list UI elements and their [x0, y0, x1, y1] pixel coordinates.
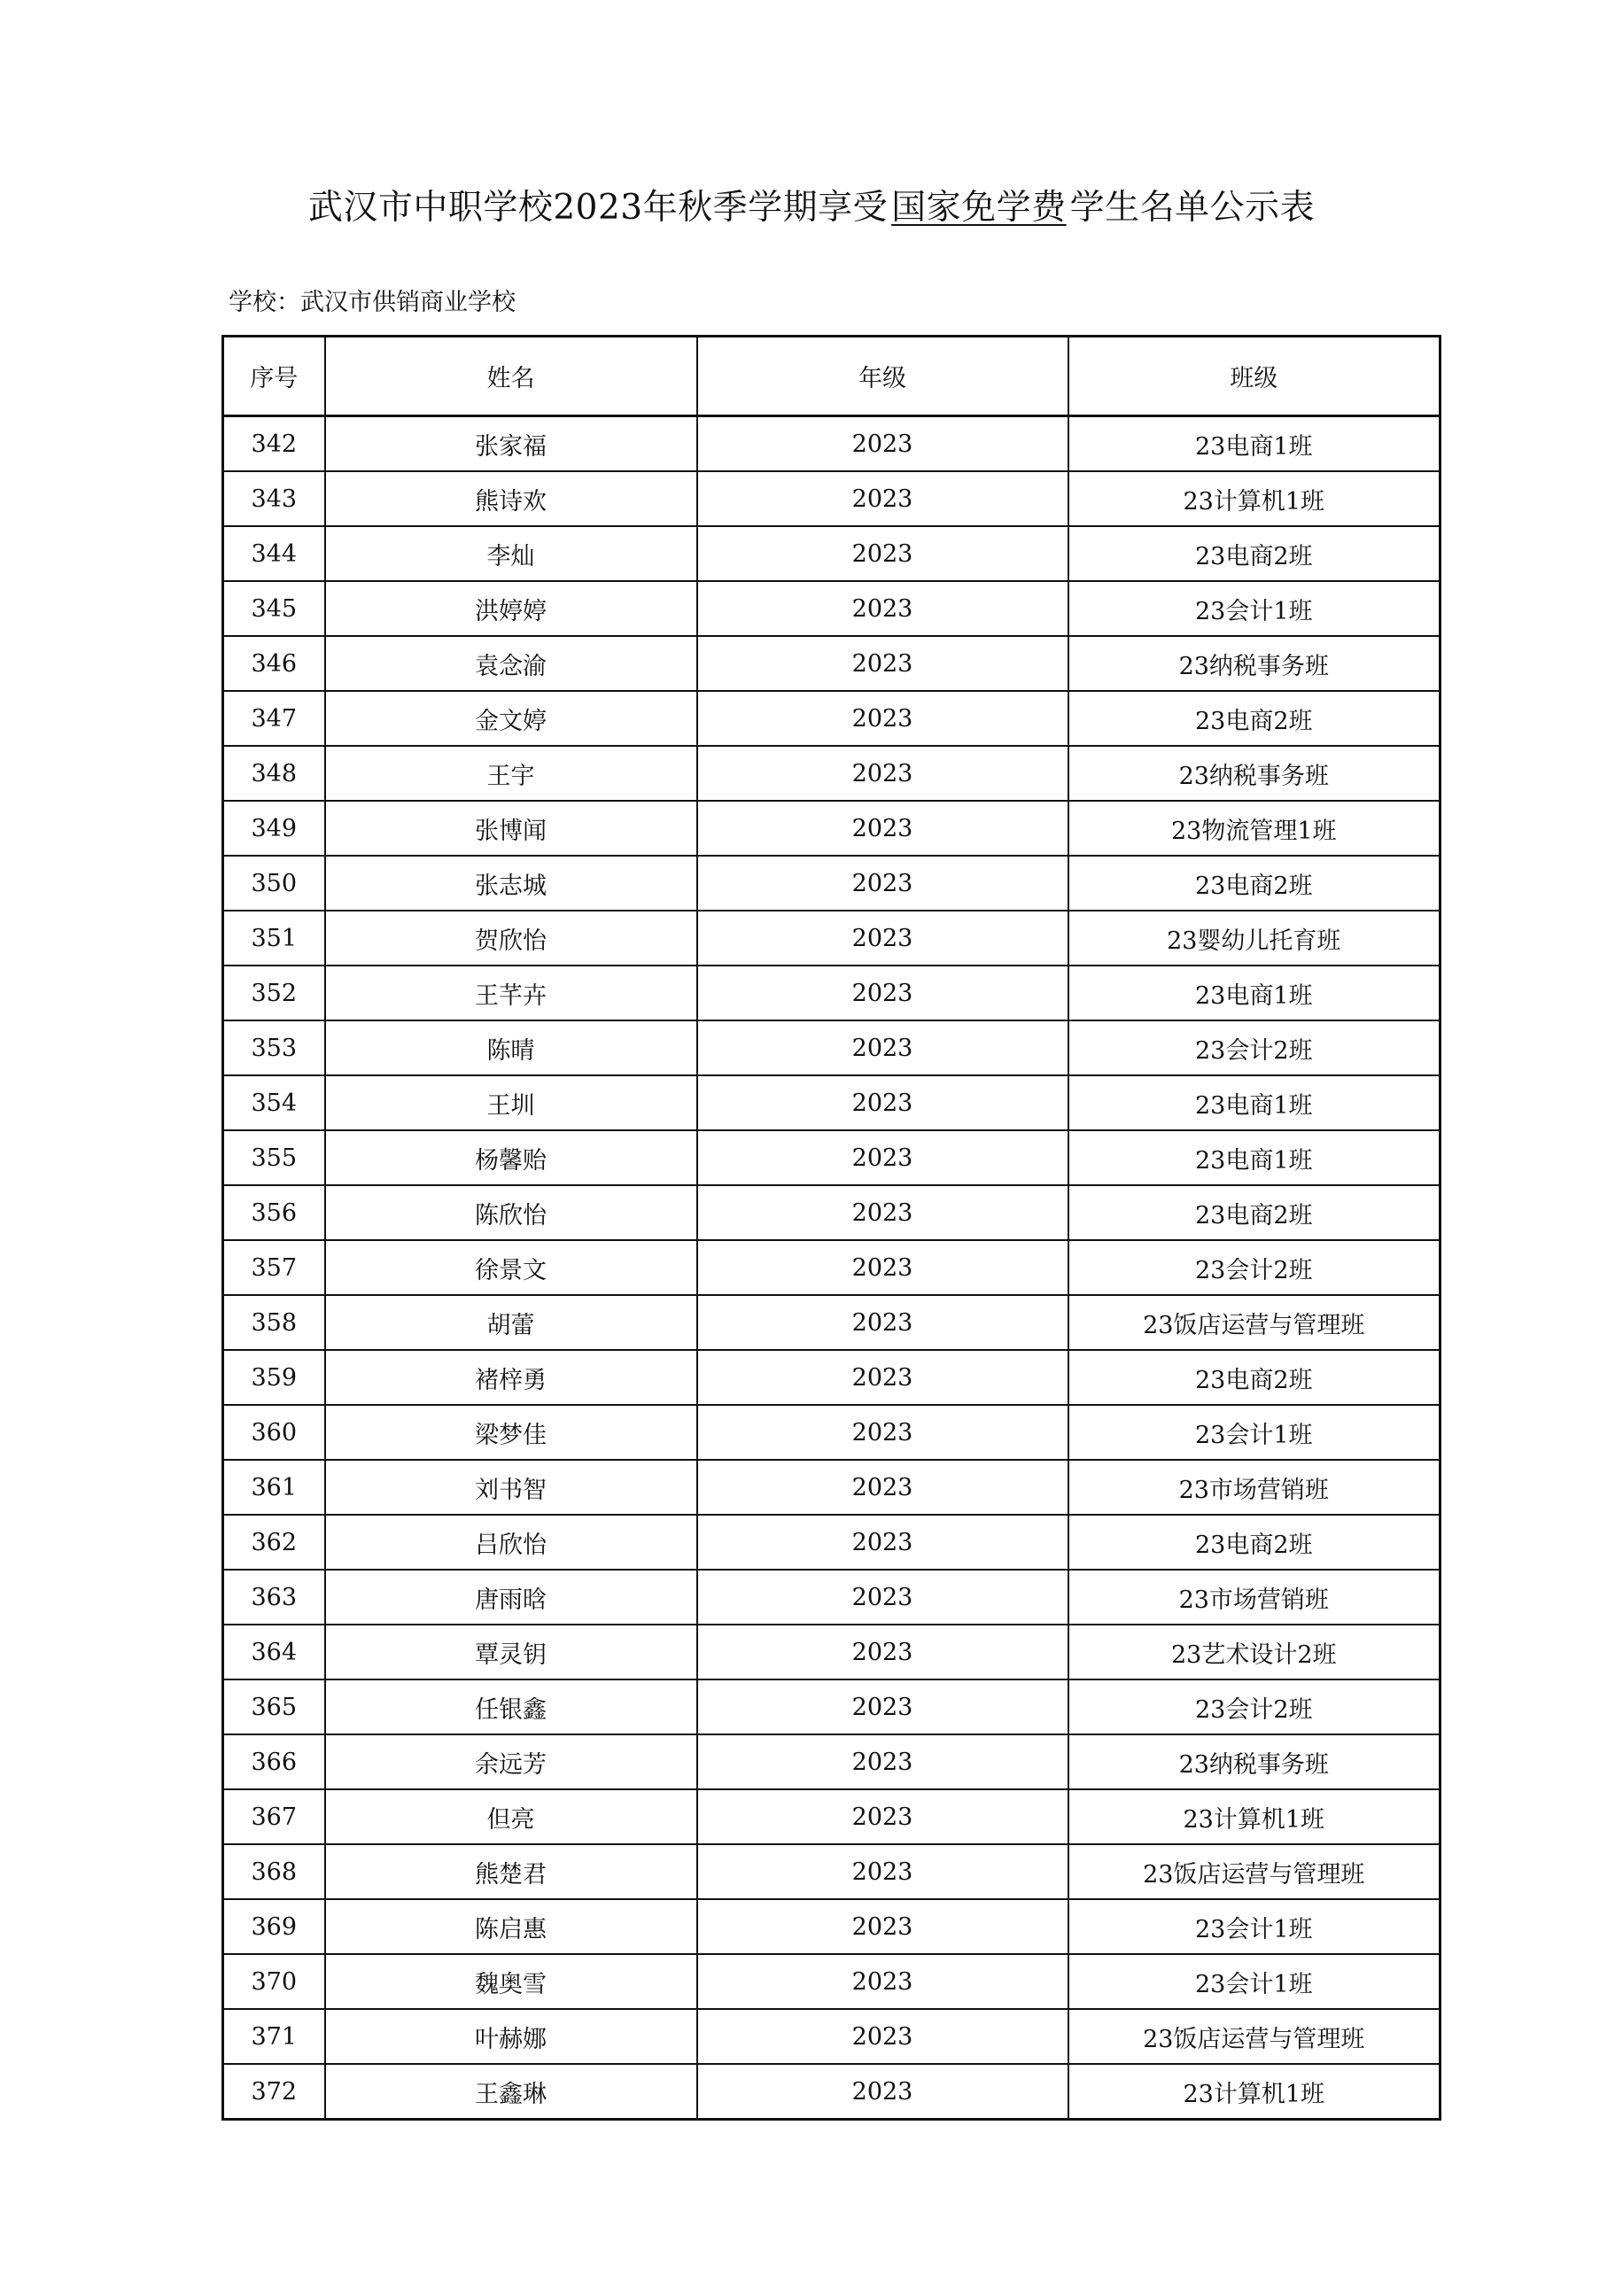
cell-class: 23电商1班: [1068, 416, 1441, 472]
cell-class: 23电商2班: [1068, 1515, 1441, 1570]
header-class: 班级: [1068, 337, 1441, 416]
cell-grade: 2023: [697, 471, 1068, 526]
table-row: [223, 1570, 1441, 1625]
cell-grade: 2023: [697, 1185, 1068, 1240]
cell-seq: 370: [223, 1954, 325, 2009]
cell-seq: 362: [223, 1515, 325, 1570]
table-row: [223, 1515, 1441, 1570]
table-row: [223, 1625, 1441, 1679]
cell-grade: 2023: [697, 1350, 1068, 1405]
table-row: [223, 1185, 1441, 1240]
cell-seq: 353: [223, 1020, 325, 1075]
table-row: [223, 526, 1441, 581]
table-row: [223, 1350, 1441, 1405]
table-row: [223, 801, 1441, 856]
cell-class: 23会计1班: [1068, 1954, 1441, 2009]
table-row: [223, 856, 1441, 911]
cell-name: 陈欣怡: [325, 1185, 697, 1240]
cell-grade: 2023: [697, 1295, 1068, 1350]
cell-seq: 355: [223, 1130, 325, 1185]
cell-grade: 2023: [697, 1460, 1068, 1515]
cell-name: 陈晴: [325, 1020, 697, 1075]
cell-grade: 2023: [697, 636, 1068, 691]
cell-name: 但亮: [325, 1789, 697, 1844]
cell-name: 李灿: [325, 526, 697, 581]
table-row: [223, 1240, 1441, 1295]
cell-seq: 359: [223, 1350, 325, 1405]
cell-seq: 366: [223, 1734, 325, 1789]
cell-grade: 2023: [697, 1625, 1068, 1679]
header-name: 姓名: [325, 337, 697, 416]
cell-name: 张博闻: [325, 801, 697, 856]
cell-grade: 2023: [697, 1130, 1068, 1185]
table-row: [223, 1020, 1441, 1075]
cell-grade: 2023: [697, 416, 1068, 472]
cell-name: 贺欣怡: [325, 911, 697, 966]
cell-seq: 368: [223, 1844, 325, 1899]
cell-name: 覃灵钥: [325, 1625, 697, 1679]
cell-grade: 2023: [697, 1899, 1068, 1954]
cell-name: 杨馨贻: [325, 1130, 697, 1185]
cell-seq: 344: [223, 526, 325, 581]
cell-seq: 349: [223, 801, 325, 856]
table-row: [223, 1789, 1441, 1844]
cell-grade: 2023: [697, 911, 1068, 966]
cell-class: 23饭店运营与管理班: [1068, 1844, 1441, 1899]
table-row: [223, 1295, 1441, 1350]
cell-class: 23市场营销班: [1068, 1570, 1441, 1625]
title-suffix: 学生名单公示表: [1069, 188, 1316, 228]
cell-class: 23婴幼儿托育班: [1068, 911, 1441, 966]
cell-name: 张家福: [325, 416, 697, 472]
table-row: [223, 966, 1441, 1020]
cell-seq: 356: [223, 1185, 325, 1240]
cell-name: 吕欣怡: [325, 1515, 697, 1570]
school-name: 学校：武汉市供销商业学校: [229, 289, 516, 316]
cell-class: 23计算机1班: [1068, 471, 1441, 526]
cell-name: 王芊卉: [325, 966, 697, 1020]
cell-class: 23电商2班: [1068, 1350, 1441, 1405]
table-row: [223, 691, 1441, 746]
cell-class: 23饭店运营与管理班: [1068, 2009, 1441, 2064]
cell-seq: 369: [223, 1899, 325, 1954]
cell-name: 洪婷婷: [325, 581, 697, 636]
cell-seq: 342: [223, 416, 325, 472]
cell-name: 王圳: [325, 1075, 697, 1130]
cell-class: 23电商1班: [1068, 966, 1441, 1020]
header-seq: 序号: [223, 337, 325, 416]
cell-name: 张志城: [325, 856, 697, 911]
cell-class: 23计算机1班: [1068, 1789, 1441, 1844]
cell-grade: 2023: [697, 526, 1068, 581]
cell-class: 23纳税事务班: [1068, 746, 1441, 801]
table-row: [223, 1405, 1441, 1460]
cell-class: 23会计1班: [1068, 581, 1441, 636]
cell-grade: 2023: [697, 1570, 1068, 1625]
cell-class: 23会计2班: [1068, 1679, 1441, 1734]
title-prefix: 武汉市中职学校2023年秋季学期享受: [307, 188, 889, 228]
table-row: [223, 2009, 1441, 2064]
cell-seq: 343: [223, 471, 325, 526]
cell-class: 23纳税事务班: [1068, 1734, 1441, 1789]
cell-seq: 371: [223, 2009, 325, 2064]
cell-class: 23电商2班: [1068, 856, 1441, 911]
cell-seq: 354: [223, 1075, 325, 1130]
table-row: [223, 416, 1441, 472]
cell-seq: 345: [223, 581, 325, 636]
title-emphasis: 国家免学费: [891, 188, 1067, 228]
cell-seq: 372: [223, 2064, 325, 2120]
cell-class: 23饭店运营与管理班: [1068, 1295, 1441, 1350]
table-row: [223, 636, 1441, 691]
cell-name: 王鑫琳: [325, 2064, 697, 2120]
table-row: [223, 1844, 1441, 1899]
cell-name: 叶赫娜: [325, 2009, 697, 2064]
cell-name: 徐景文: [325, 1240, 697, 1295]
cell-name: 袁念渝: [325, 636, 697, 691]
cell-grade: 2023: [697, 1954, 1068, 2009]
cell-name: 魏奥雪: [325, 1954, 697, 2009]
header-grade: 年级: [697, 337, 1068, 416]
table-body: [223, 416, 1441, 2120]
table-header-row: [223, 337, 1441, 416]
cell-class: 23物流管理1班: [1068, 801, 1441, 856]
cell-seq: 363: [223, 1570, 325, 1625]
cell-seq: 351: [223, 911, 325, 966]
cell-class: 23艺术设计2班: [1068, 1625, 1441, 1679]
cell-class: 23会计2班: [1068, 1240, 1441, 1295]
cell-seq: 348: [223, 746, 325, 801]
cell-seq: 365: [223, 1679, 325, 1734]
cell-grade: 2023: [697, 1679, 1068, 1734]
cell-grade: 2023: [697, 746, 1068, 801]
cell-grade: 2023: [697, 1075, 1068, 1130]
cell-name: 褚梓勇: [325, 1350, 697, 1405]
cell-grade: 2023: [697, 2064, 1068, 2120]
cell-name: 任银鑫: [325, 1679, 697, 1734]
cell-seq: 346: [223, 636, 325, 691]
cell-class: 23电商1班: [1068, 1075, 1441, 1130]
table-row: [223, 1899, 1441, 1954]
cell-class: 23电商2班: [1068, 526, 1441, 581]
cell-grade: 2023: [697, 1734, 1068, 1789]
cell-grade: 2023: [697, 1789, 1068, 1844]
cell-grade: 2023: [697, 691, 1068, 746]
table-row: [223, 2064, 1441, 2120]
cell-name: 熊楚君: [325, 1844, 697, 1899]
cell-class: 23市场营销班: [1068, 1460, 1441, 1515]
table-row: [223, 1679, 1441, 1734]
cell-seq: 360: [223, 1405, 325, 1460]
page-title: [0, 182, 1623, 235]
cell-name: 唐雨晗: [325, 1570, 697, 1625]
cell-grade: 2023: [697, 801, 1068, 856]
table-row: [223, 1954, 1441, 2009]
cell-grade: 2023: [697, 1515, 1068, 1570]
cell-name: 金文婷: [325, 691, 697, 746]
cell-seq: 358: [223, 1295, 325, 1350]
table-row: [223, 911, 1441, 966]
student-roster-table: [221, 335, 1441, 2121]
cell-grade: 2023: [697, 1405, 1068, 1460]
table-row: [223, 581, 1441, 636]
cell-class: 23纳税事务班: [1068, 636, 1441, 691]
cell-seq: 367: [223, 1789, 325, 1844]
cell-grade: 2023: [697, 856, 1068, 911]
cell-class: 23会计2班: [1068, 1020, 1441, 1075]
table-row: [223, 1734, 1441, 1789]
table-row: [223, 471, 1441, 526]
cell-grade: 2023: [697, 1240, 1068, 1295]
cell-class: 23电商2班: [1068, 1185, 1441, 1240]
cell-grade: 2023: [697, 1844, 1068, 1899]
cell-seq: 364: [223, 1625, 325, 1679]
cell-seq: 350: [223, 856, 325, 911]
cell-name: 梁梦佳: [325, 1405, 697, 1460]
cell-name: 余远芳: [325, 1734, 697, 1789]
cell-grade: 2023: [697, 966, 1068, 1020]
cell-grade: 2023: [697, 2009, 1068, 2064]
table-row: [223, 1460, 1441, 1515]
cell-name: 刘书智: [325, 1460, 697, 1515]
table-row: [223, 1130, 1441, 1185]
cell-name: 熊诗欢: [325, 471, 697, 526]
cell-class: 23电商2班: [1068, 691, 1441, 746]
cell-grade: 2023: [697, 581, 1068, 636]
cell-grade: 2023: [697, 1020, 1068, 1075]
cell-seq: 352: [223, 966, 325, 1020]
table-row: [223, 746, 1441, 801]
cell-class: 23电商1班: [1068, 1130, 1441, 1185]
cell-class: 23会计1班: [1068, 1405, 1441, 1460]
cell-class: 23计算机1班: [1068, 2064, 1441, 2120]
cell-name: 胡蕾: [325, 1295, 697, 1350]
cell-class: 23会计1班: [1068, 1899, 1441, 1954]
cell-name: 王宇: [325, 746, 697, 801]
cell-seq: 361: [223, 1460, 325, 1515]
cell-seq: 357: [223, 1240, 325, 1295]
cell-seq: 347: [223, 691, 325, 746]
table-row: [223, 1075, 1441, 1130]
cell-name: 陈启惠: [325, 1899, 697, 1954]
